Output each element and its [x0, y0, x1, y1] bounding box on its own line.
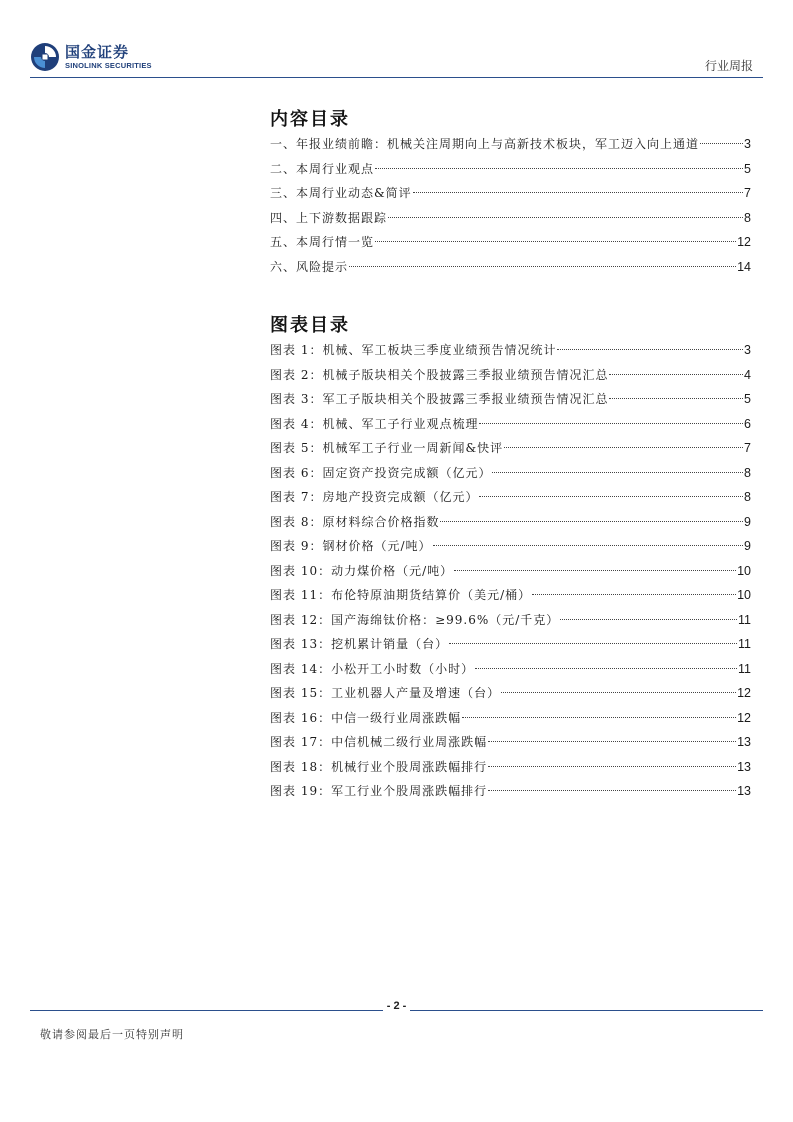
figure-entry-page: 13 [737, 735, 751, 749]
dot-leader [440, 521, 743, 522]
figure-entry[interactable] [270, 461, 751, 486]
figure-entry-page: 11 [738, 661, 751, 676]
figure-entry-page: 5 [744, 392, 751, 406]
sinolink-logo-icon [30, 42, 60, 72]
dot-leader [560, 619, 737, 620]
figure-entry[interactable] [270, 706, 751, 731]
dot-leader [557, 349, 743, 350]
figure-entry-page: 8 [744, 465, 751, 480]
figure-entry-page: 11 [738, 612, 751, 627]
contents-entry-page: 8 [744, 210, 751, 225]
contents-entry-label: 一、年报业绩前瞻：机械关注周期向上与高新技术板块，军工迈入向上通道 [270, 137, 700, 151]
page-number [0, 1000, 793, 1012]
dot-leader [413, 192, 743, 193]
figure-entry-label: 图表 16：中信一级行业周涨跌幅 [270, 710, 462, 725]
figure-entry-label: 图表 10：动力煤价格（元/吨） [270, 563, 454, 578]
contents-entry[interactable] [270, 255, 751, 280]
contents-entry[interactable] [270, 181, 751, 206]
contents-entry-label: 四、上下游数据跟踪 [270, 210, 388, 225]
figure-entry-label: 图表 11：布伦特原油期货结算价（美元/桶） [270, 588, 532, 602]
report-type-label: 行业周报 [704, 59, 753, 73]
figure-entry[interactable] [270, 559, 751, 584]
figure-entry-label: 图表 15：工业机器人产量及增速（台） [270, 686, 501, 700]
figure-entry[interactable] [270, 534, 751, 559]
logo-english-name: SINOLINK SECURITIES [65, 61, 152, 70]
figure-entry[interactable] [270, 387, 751, 412]
figure-entry-page: 9 [744, 514, 751, 529]
dot-leader [449, 643, 737, 644]
contents-entry-page: 7 [744, 186, 751, 200]
dot-leader [388, 217, 743, 218]
figure-entry-label: 图表 13：挖机累计销量（台） [270, 637, 449, 651]
contents-list [270, 132, 751, 279]
figure-entry-label: 图表 7：房地产投资完成额（亿元） [270, 490, 479, 504]
figure-entry-label: 图表 8：原材料综合价格指数 [270, 514, 440, 529]
figure-entry-label: 图表 5：机械军工子行业一周新闻&快评 [270, 441, 504, 455]
figure-entry-label: 图表 18：机械行业个股周涨跌幅排行 [270, 759, 488, 774]
dot-leader [433, 545, 744, 546]
contents-entry[interactable] [270, 206, 751, 231]
dot-leader [501, 692, 736, 693]
dot-leader [479, 496, 743, 497]
dot-leader [492, 472, 743, 473]
figure-entry-page: 13 [737, 784, 751, 798]
logo-chinese-name: 国金证券 [65, 43, 130, 61]
figure-entry-page: 13 [737, 759, 751, 774]
page-number-text: - 2 - [383, 1000, 411, 1012]
dot-leader [462, 717, 736, 718]
disclaimer-text: 敬请参阅最后一页特别声明 [40, 1028, 184, 1041]
dot-leader [609, 398, 743, 399]
contents-entry[interactable] [270, 157, 751, 182]
dot-leader [375, 168, 743, 169]
dot-leader [454, 570, 736, 571]
figure-entry-label: 图表 9：钢材价格（元/吨） [270, 539, 432, 553]
contents-entry-page: 14 [737, 259, 751, 274]
dot-leader [532, 594, 736, 595]
figure-entry[interactable] [270, 583, 751, 608]
page-header [0, 0, 793, 80]
figure-entry-label: 图表 12：国产海绵钛价格：≥99.6%（元/千克） [270, 612, 560, 627]
figure-entry[interactable] [270, 510, 751, 535]
figure-entry-label: 图表 17：中信机械二级行业周涨跌幅 [270, 735, 488, 749]
figure-entry[interactable] [270, 363, 751, 388]
figure-entry-label: 图表 1：机械、军工板块三季度业绩预告情况统计 [270, 343, 557, 357]
contents-entry[interactable] [270, 132, 751, 157]
figure-entry-page: 8 [744, 490, 751, 504]
contents-entry-page: 3 [744, 137, 751, 151]
figure-entry-page: 4 [744, 367, 751, 382]
header-divider [30, 77, 763, 78]
figure-entry-page: 3 [744, 343, 751, 357]
dot-leader [349, 266, 736, 267]
dot-leader [488, 790, 736, 791]
contents-entry-page: 5 [744, 161, 751, 176]
figure-entry-label: 图表 19：军工行业个股周涨跌幅排行 [270, 784, 488, 798]
contents-title: 内容目录 [270, 109, 350, 130]
figure-entry[interactable] [270, 485, 751, 510]
figure-entry-page: 6 [744, 416, 751, 431]
figures-title: 图表目录 [270, 315, 350, 336]
contents-entry-page: 12 [737, 235, 751, 249]
figure-entry[interactable] [270, 412, 751, 437]
contents-entry-label: 三、本周行业动态&简评 [270, 186, 412, 200]
figure-entry[interactable] [270, 681, 751, 706]
figure-entry-page: 9 [744, 539, 751, 553]
figure-entry[interactable] [270, 779, 751, 804]
figure-entry[interactable] [270, 730, 751, 755]
company-logo [30, 42, 152, 72]
figure-entry[interactable] [270, 338, 751, 363]
figure-entry[interactable] [270, 755, 751, 780]
figure-entry[interactable] [270, 657, 751, 682]
dot-leader [609, 374, 743, 375]
figure-entry-page: 12 [737, 710, 751, 725]
dot-leader [700, 143, 743, 144]
dot-leader [488, 766, 736, 767]
figure-entry[interactable] [270, 608, 751, 633]
figure-entry-page: 7 [744, 441, 751, 455]
figure-entry-page: 10 [737, 588, 751, 602]
dot-leader [479, 423, 743, 424]
figure-entry-page: 11 [738, 637, 751, 651]
dot-leader [475, 668, 737, 669]
dot-leader [375, 241, 736, 242]
dot-leader [504, 447, 743, 448]
figure-entry-page: 12 [737, 686, 751, 700]
contents-entry-label: 六、风险提示 [270, 259, 349, 274]
figures-list [270, 338, 751, 804]
figure-entry-label: 图表 14：小松开工小时数（小时） [270, 661, 475, 676]
contents-entry[interactable] [270, 230, 751, 255]
contents-entry-label: 五、本周行情一览 [270, 235, 375, 249]
figure-entry-label: 图表 4：机械、军工子行业观点梳理 [270, 416, 479, 431]
figure-entry[interactable] [270, 632, 751, 657]
dot-leader [488, 741, 736, 742]
contents-entry-label: 二、本周行业观点 [270, 161, 375, 176]
figure-entry-page: 10 [737, 563, 751, 578]
figure-entry[interactable] [270, 436, 751, 461]
figure-entry-label: 图表 2：机械子版块相关个股披露三季报业绩预告情况汇总 [270, 367, 609, 382]
figure-entry-label: 图表 6：固定资产投资完成额（亿元） [270, 465, 492, 480]
figure-entry-label: 图表 3：军工子版块相关个股披露三季报业绩预告情况汇总 [270, 392, 609, 406]
